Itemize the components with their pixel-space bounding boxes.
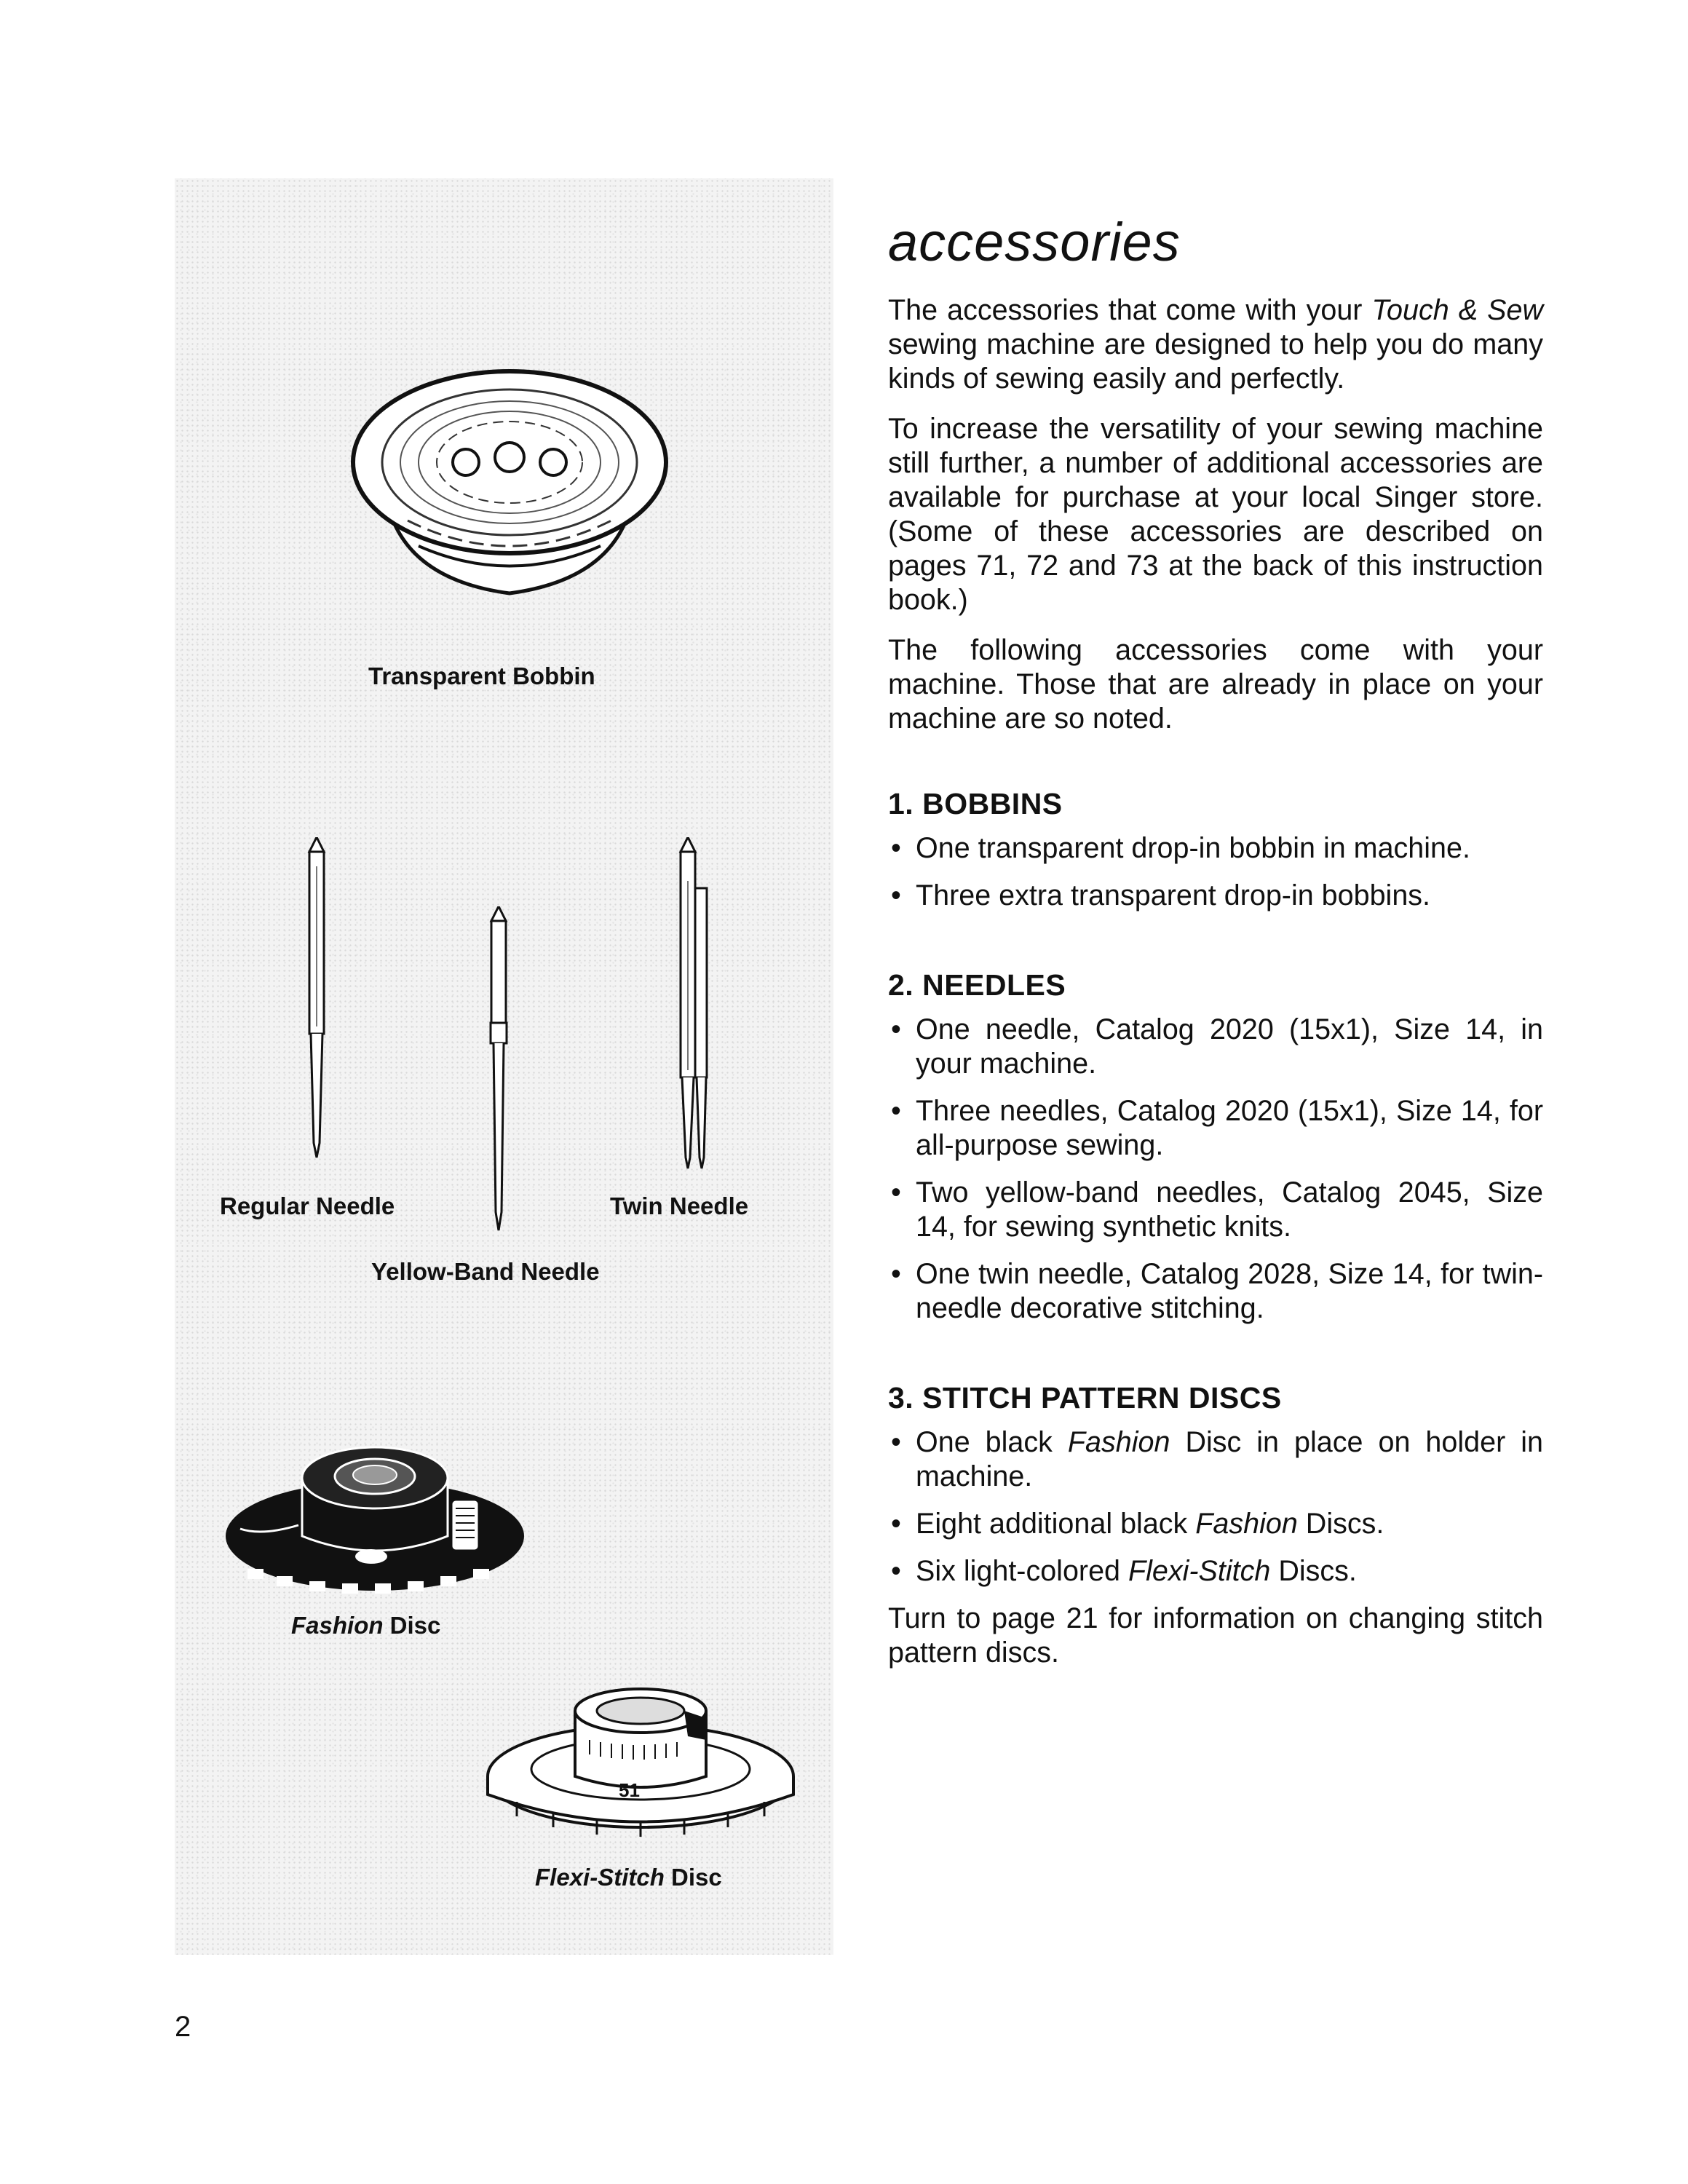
list-item	[888, 1507, 1543, 1541]
disc-item1-b: Disc in place on holder in machine.	[916, 1426, 1543, 1492]
discs-list	[888, 1425, 1543, 1588]
bobbins-heading: 1. BOBBINS	[888, 787, 1063, 820]
list-item: • Three extra transparent drop-in bobbins.	[888, 879, 1543, 913]
disc-item3-b: Discs.	[1270, 1555, 1357, 1587]
flexi-stitch-disc-illustration	[480, 1667, 801, 1849]
disc-item3-italic: Flexi-Stitch	[1128, 1555, 1271, 1587]
transparent-bobbin-illustration	[342, 360, 677, 608]
disc-item2-b: Discs.	[1297, 1508, 1384, 1540]
list-item: • Two yellow-band needles, Catalog 2045, Size 14, for sewing synthetic knits.	[888, 1176, 1543, 1244]
discs-footer-note: Turn to page 21 for information on changing stitch pattern discs.	[888, 1602, 1543, 1669]
list-item: • One transparent drop-in bobbin in machine.	[888, 831, 1543, 866]
disc-item3-a: Six light-colored	[916, 1555, 1128, 1587]
yellow-band-needle-caption: Yellow-Band Needle	[371, 1258, 600, 1285]
needles-heading: 2. NEEDLES	[888, 968, 1066, 1002]
intro-p1-italic: Touch & Sew	[1371, 294, 1543, 326]
fashion-disc-caption-italic: Fashion	[291, 1612, 384, 1639]
regular-needle-caption: Regular Needle	[220, 1192, 395, 1219]
intro-paragraph-3: The following accessories come with your machine. Those that are already in place on your machine are so noted.	[888, 634, 1543, 735]
flexi-disc-number: 51	[619, 1779, 640, 1801]
fashion-disc-caption	[291, 1612, 440, 1639]
text-column	[888, 211, 1543, 1686]
discs-heading: 3. STITCH PATTERN DISCS	[888, 1381, 1282, 1415]
flexi-disc-caption-rest: Disc	[664, 1864, 722, 1891]
bobbin-caption: Transparent Bobbin	[368, 662, 595, 689]
intro-paragraph-1	[888, 293, 1543, 396]
list-item: • One twin needle, Catalog 2028, Size 14, for twin-needle decorative stitching.	[888, 1257, 1543, 1326]
intro-paragraph-2: To increase the versatility of your sewing machine still further, a number of additional accessories are available for purchase at your local Singer store. (Some of these accessories are described on pages 71, 72 and 73 at the back of this instruction book.)	[888, 413, 1543, 616]
list-item: • One needle, Catalog 2020 (15x1), Size 14, in your machine.	[888, 1013, 1543, 1081]
disc-item1-a: One black	[916, 1426, 1068, 1458]
intro-p1-a: The accessories that come with your	[888, 294, 1372, 326]
flexi-disc-caption-italic: Flexi-Stitch	[535, 1864, 665, 1891]
flexi-disc-caption	[535, 1864, 722, 1891]
fashion-disc-illustration	[218, 1427, 539, 1602]
fashion-disc-caption-rest: Disc	[383, 1612, 441, 1639]
list-item	[888, 1554, 1543, 1588]
list-item: • Three needles, Catalog 2020 (15x1), Size 14, for all-purpose sewing.	[888, 1094, 1543, 1163]
disc-item2-italic: Fashion	[1195, 1508, 1298, 1540]
yellow-band-needle-illustration	[484, 906, 513, 1234]
regular-needle-illustration	[302, 837, 331, 1172]
twin-needle-illustration	[673, 837, 724, 1179]
intro-p1-b: sewing machine are designed to help you do many kinds of sewing easily and perfectly.	[888, 328, 1543, 395]
needles-list	[888, 1013, 1543, 1326]
disc-item1-italic: Fashion	[1067, 1426, 1170, 1458]
page-number: 2	[175, 2011, 191, 2043]
twin-needle-caption: Twin Needle	[610, 1192, 749, 1219]
page-title: accessories	[888, 212, 1181, 272]
bobbins-list	[888, 831, 1543, 913]
disc-item2-a: Eight additional black	[916, 1508, 1196, 1540]
list-item	[888, 1425, 1543, 1494]
